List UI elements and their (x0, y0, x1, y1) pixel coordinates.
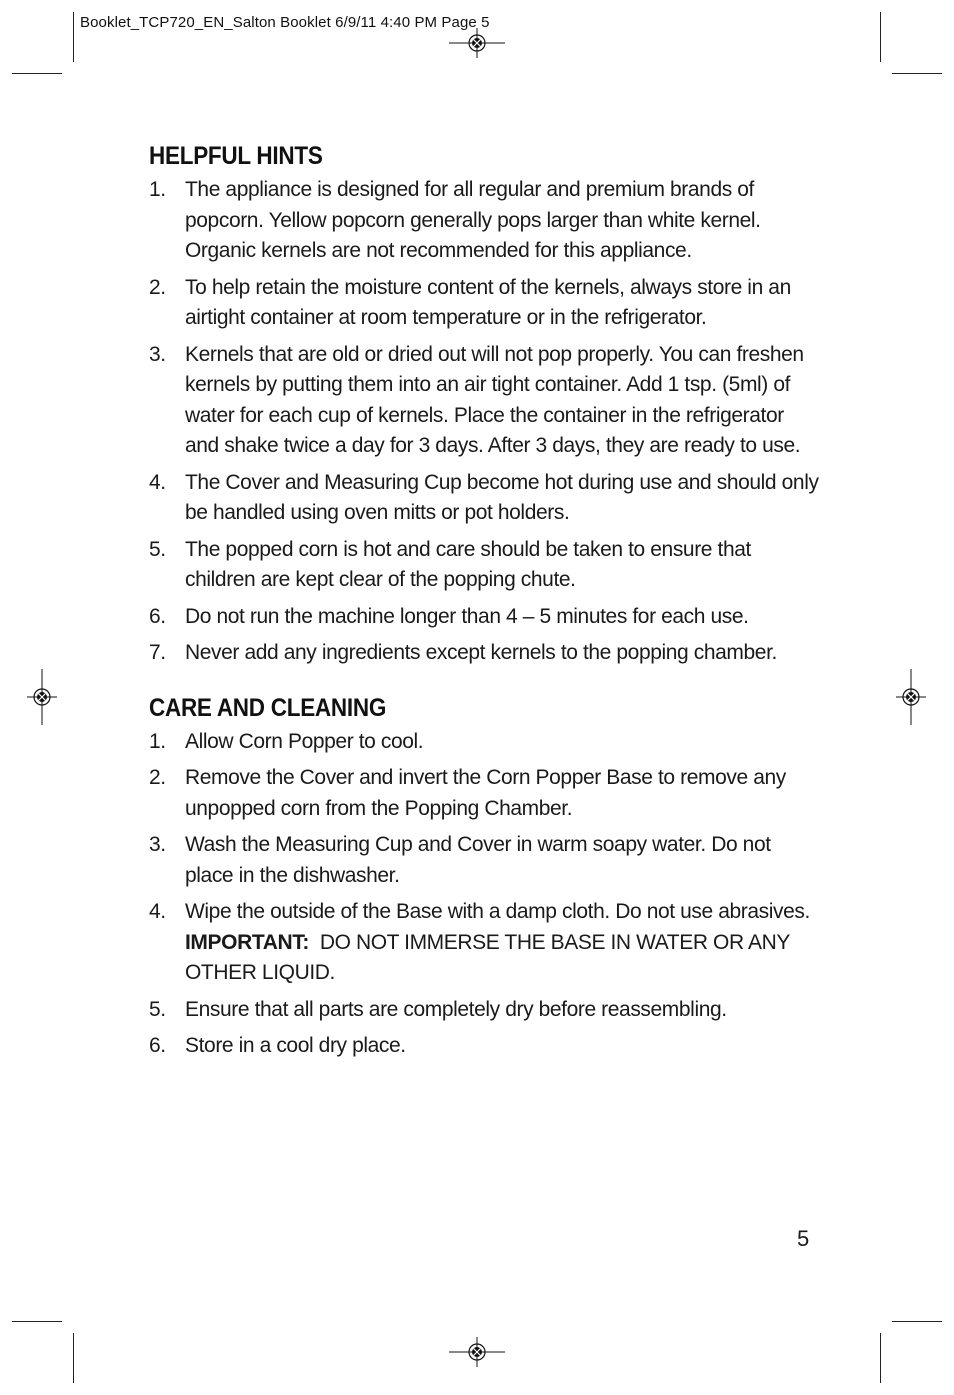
list-item (149, 897, 819, 989)
crop-mark-bottom-left-vertical (73, 1333, 74, 1383)
item-number: 4. (149, 470, 166, 494)
important-warning-text: DO NOT IMMERSE THE BASE IN WATER OR ANY OTHER LIQUID. (185, 930, 790, 984)
item-number: 2. (149, 275, 166, 299)
item-text: The Cover and Measuring Cup become hot during use and should only be handled using oven mitts or pot holders. (185, 470, 819, 524)
item-number: 3. (149, 342, 166, 366)
item-text: Never add any ingredients except kernels to the popping chamber. (185, 641, 777, 664)
item-number: 1. (149, 729, 166, 753)
list-item (149, 1031, 819, 1062)
item-text: The appliance is designed for all regular and premium brands of popcorn. Yellow popcorn generally pops larger than white kernel. Organic kernels are not recommended for this appliance. (185, 178, 761, 262)
crop-mark-top-left-vertical (73, 12, 74, 62)
crop-mark-top-left-horizontal (12, 73, 62, 74)
item-text: Kernels that are old or dried out will not pop properly. You can freshen kernels by putting them into an air tight container. Add 1 tsp. (5ml) of water for each cup of kernels. Place the container in the refrigerator and shake twice a day for 3 days. After 3 days, they are ready to use. (185, 342, 804, 457)
list-item (149, 535, 819, 596)
item-text: Store in a cool dry place. (185, 1034, 406, 1057)
item-number: 3. (149, 833, 166, 856)
item-text-block (185, 897, 819, 989)
list-item (149, 727, 819, 758)
list-item (149, 340, 819, 462)
important-label: IMPORTANT: (185, 930, 309, 954)
list-item (149, 468, 819, 529)
registration-mark-right-icon (896, 669, 926, 725)
item-number: 5. (149, 537, 166, 561)
registration-mark-bottom-icon (449, 1337, 505, 1367)
helpful-hints-heading: HELPFUL HINTS (149, 142, 323, 170)
item-text: Allow Corn Popper to cool. (185, 729, 424, 753)
item-text: Ensure that all parts are completely dry before reassembling. (185, 997, 727, 1021)
page-content (149, 142, 819, 1068)
crop-mark-bottom-right-vertical (880, 1333, 881, 1383)
item-number: 5. (149, 997, 166, 1021)
item-number: 7. (149, 641, 166, 664)
registration-mark-top-icon (449, 28, 505, 58)
list-item (149, 995, 819, 1026)
item-number: 4. (149, 900, 166, 923)
care-and-cleaning-list (149, 727, 819, 1062)
crop-mark-bottom-left-horizontal (12, 1321, 62, 1322)
item-number: 2. (149, 766, 166, 789)
list-item (149, 638, 819, 669)
item-number: 6. (149, 604, 166, 628)
item-text: Wipe the outside of the Base with a damp cloth. Do not use abrasives. (185, 900, 810, 923)
list-item (149, 602, 819, 633)
registration-mark-left-icon (27, 669, 57, 725)
item-text: Remove the Cover and invert the Corn Popper Base to remove any unpopped corn from the Popping Chamber. (185, 766, 786, 820)
crop-mark-top-right-horizontal (892, 73, 942, 74)
page-number: 5 (797, 1226, 810, 1251)
crop-mark-top-right-vertical (880, 12, 881, 62)
list-item (149, 175, 819, 267)
item-text: Wash the Measuring Cup and Cover in warm soapy water. Do not place in the dishwasher. (185, 833, 771, 887)
item-text: Do not run the machine longer than 4 – 5 minutes for each use. (185, 604, 749, 628)
care-and-cleaning-section (149, 694, 819, 1062)
item-text: To help retain the moisture content of the kernels, always store in an airtight container at room temperature or in the refrigerator. (185, 275, 791, 329)
list-item (149, 830, 819, 891)
print-slug-line: Booklet_TCP720_EN_Salton Booklet 6/9/11 4:40 PM Page 5 (80, 14, 490, 31)
helpful-hints-list (149, 175, 819, 669)
item-number: 1. (149, 178, 166, 201)
helpful-hints-section (149, 142, 819, 669)
care-and-cleaning-heading: CARE AND CLEANING (149, 693, 387, 722)
crop-mark-bottom-right-horizontal (892, 1321, 942, 1322)
item-number: 6. (149, 1034, 166, 1057)
list-item (149, 273, 819, 334)
item-text: The popped corn is hot and care should be taken to ensure that children are kept clear of the popping chute. (185, 537, 751, 591)
list-item (149, 763, 819, 824)
